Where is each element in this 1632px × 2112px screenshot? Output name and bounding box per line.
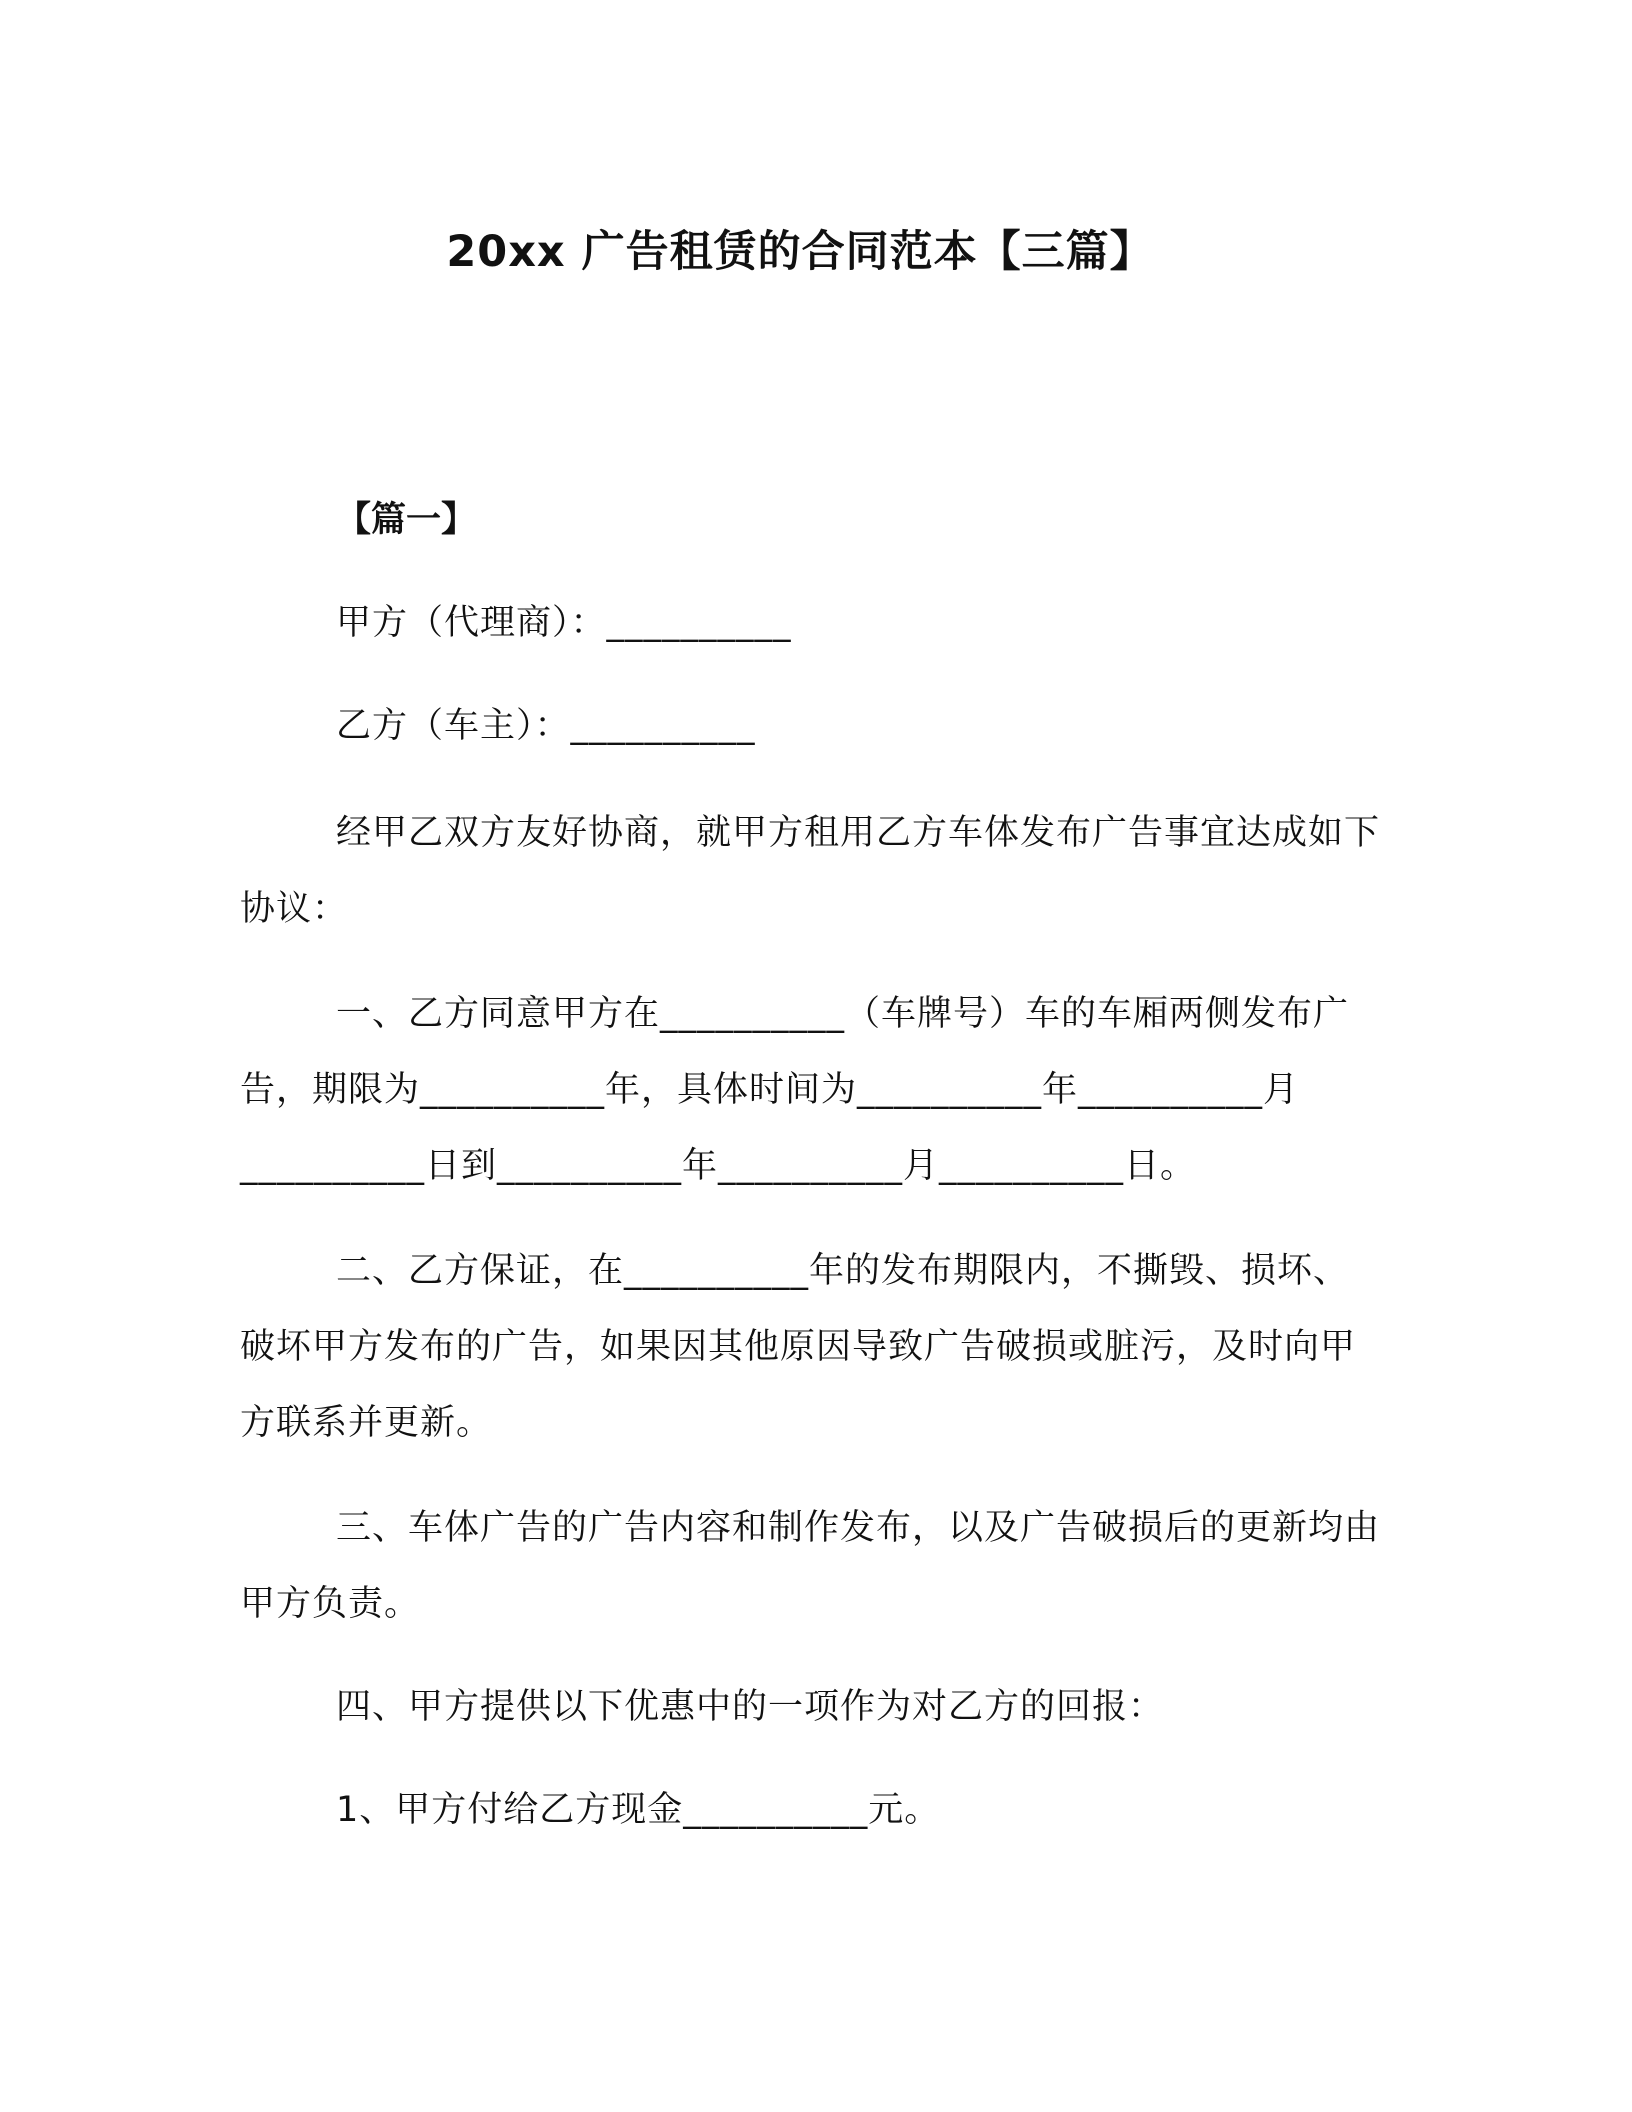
clause-1-paragraph: 一、乙方同意甲方在__________（车牌号）车的车厢两侧发布广告，期限为__________年，具体时间为__________年__________月__________日到__________年__________月__________日。 (240, 994, 1350, 1186)
item-1-line: 1、甲方付给乙方现金__________元。 (336, 1790, 941, 1830)
clause-2-paragraph: 二、乙方保证，在__________年的发布期限内，不撕毁、损坏、破坏甲方发布的广告，如果因其他原因导致广告破损或脏污，及时向甲方联系并更新。 (240, 1251, 1357, 1443)
section-heading: 【篇一】 (336, 500, 477, 540)
party-a-line: 甲方（代理商）：__________ (336, 603, 792, 643)
clause-3-paragraph: 三、车体广告的广告内容和制作发布，以及广告破损后的更新均由甲方负责。 (240, 1508, 1381, 1624)
party-b-line: 乙方（车主）：__________ (336, 706, 756, 746)
intro-paragraph: 经甲乙双方友好协商，就甲方租用乙方车体发布广告事宜达成如下协议： (240, 813, 1381, 929)
clause-4-line: 四、甲方提供以下优惠中的一项作为对乙方的回报： (336, 1687, 1165, 1727)
document-title: 20xx 广告租赁的合同范本【三篇】 (446, 227, 1154, 277)
